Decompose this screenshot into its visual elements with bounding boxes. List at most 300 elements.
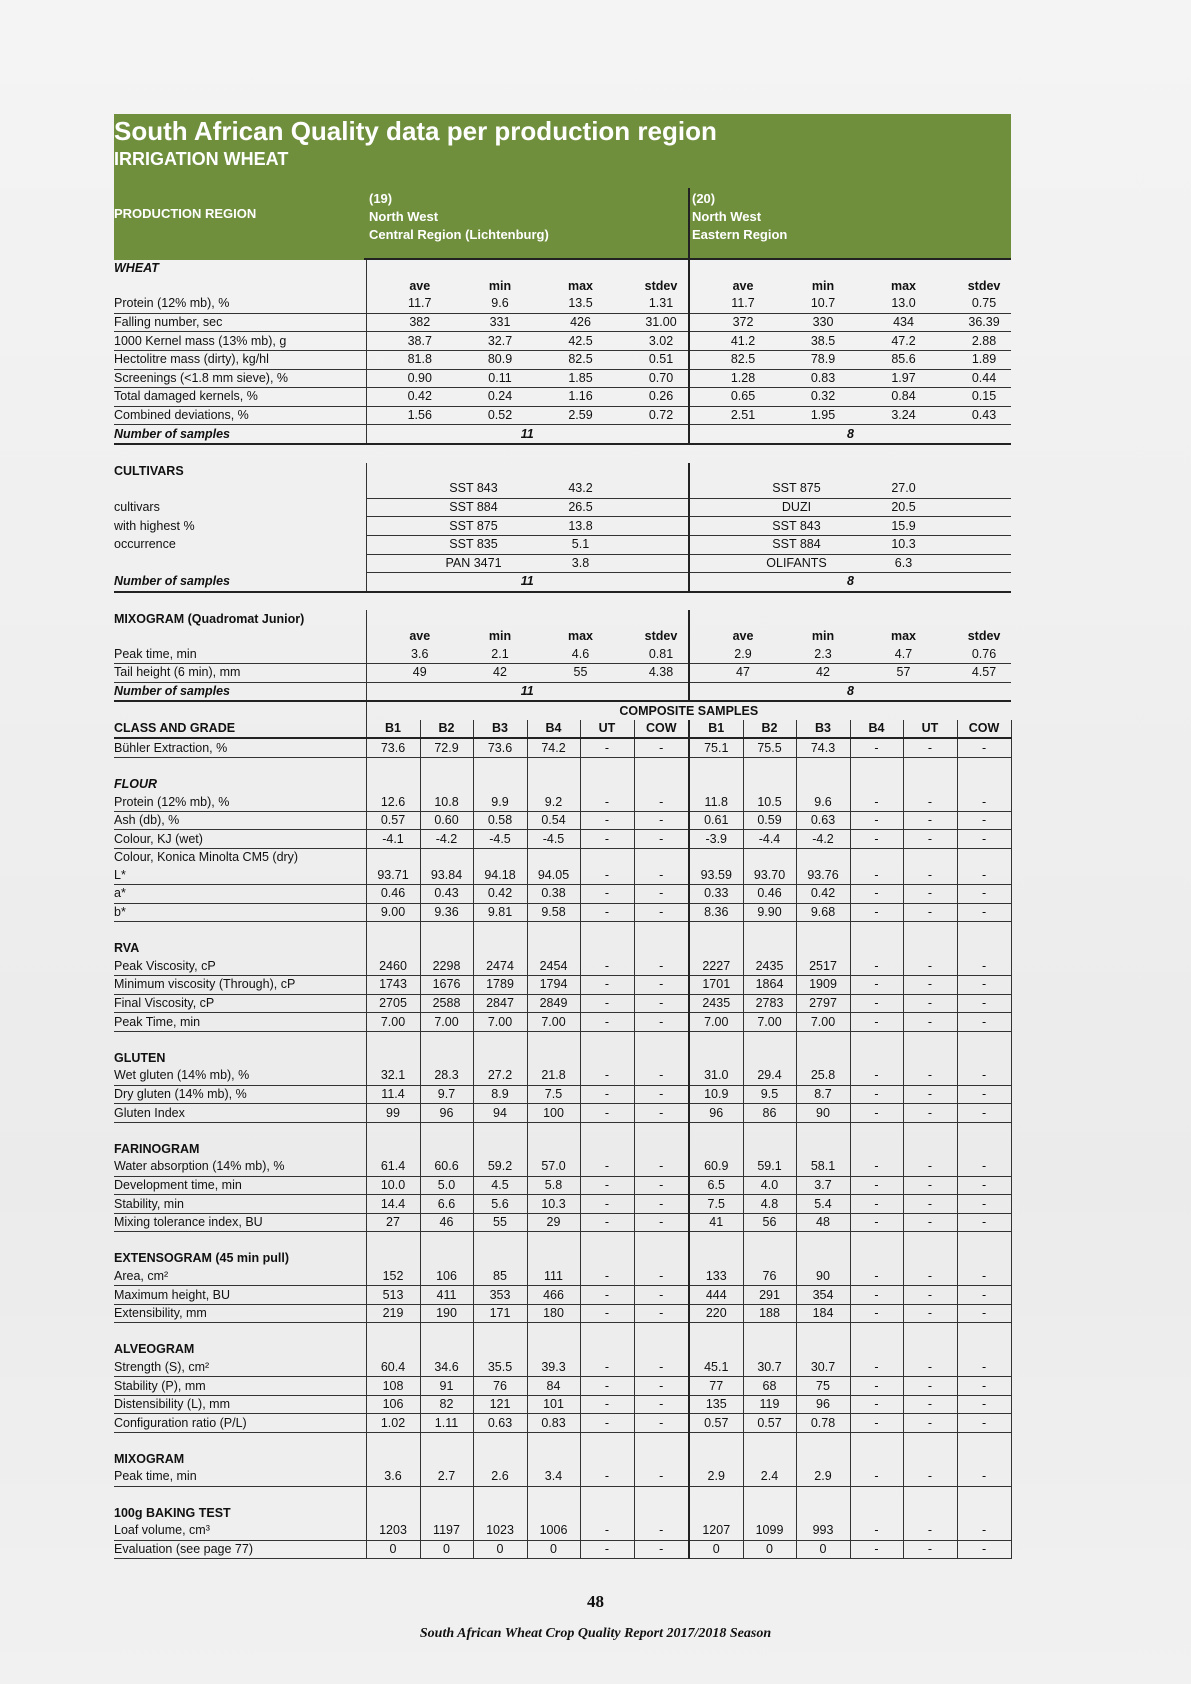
row-label: Bühler Extraction, % xyxy=(114,738,366,757)
region-province: North West xyxy=(369,209,439,224)
spacer xyxy=(796,1341,850,1359)
grade-value: 60.6 xyxy=(420,1158,473,1176)
stat-value: 1.85 xyxy=(527,369,634,388)
spacer xyxy=(473,1031,527,1049)
stat-value: 32.7 xyxy=(473,332,527,351)
cultivar-name: SST 835 xyxy=(420,535,527,554)
spacer-cell xyxy=(366,260,689,278)
grade-value: 0 xyxy=(527,1540,580,1559)
grade-value: - xyxy=(850,1522,903,1540)
cultivar-name: SST 875 xyxy=(420,517,527,536)
grade-value: - xyxy=(634,1176,689,1195)
grade-value: - xyxy=(957,1414,1011,1433)
grade-value: -4.2 xyxy=(796,830,850,849)
row-label: Screenings (<1.8 mm sieve), % xyxy=(114,369,366,388)
table-row xyxy=(114,940,1011,958)
grade-value: 82 xyxy=(420,1395,473,1414)
grade-value: - xyxy=(580,1468,634,1486)
spacer xyxy=(796,1486,850,1504)
quality-data-table xyxy=(114,260,1012,1559)
spacer xyxy=(366,1050,420,1068)
grade-value: - xyxy=(957,738,1011,757)
grade-value: - xyxy=(850,1085,903,1104)
spacer xyxy=(903,922,957,940)
grade-value: - xyxy=(957,1213,1011,1232)
row-label: Ash (db), % xyxy=(114,811,366,830)
cultivar-name: SST 884 xyxy=(743,535,850,554)
grade-value: 2.6 xyxy=(473,1468,527,1486)
pad-cell xyxy=(366,517,420,536)
section-title: RVA xyxy=(114,941,140,956)
table-row xyxy=(114,1304,1011,1323)
stat-value: 0.70 xyxy=(634,369,689,388)
grade-value: 0.60 xyxy=(420,811,473,830)
stat-value: 1.95 xyxy=(796,406,850,425)
spacer xyxy=(850,922,903,940)
spacer xyxy=(634,1050,689,1068)
grade-value: 60.4 xyxy=(366,1359,420,1377)
grade-value: 180 xyxy=(527,1304,580,1323)
cultivar-percent: 3.8 xyxy=(527,554,634,573)
row-label: Peak Viscosity, cP xyxy=(114,958,366,976)
stat-value: 2.51 xyxy=(689,406,796,425)
stat-value: 0.52 xyxy=(473,406,527,425)
section-title: MIXOGRAM (Quadromat Junior) xyxy=(114,611,305,626)
spacer xyxy=(850,1486,903,1504)
spacer xyxy=(903,940,957,958)
stat-value: 1.56 xyxy=(366,406,473,425)
grade-value: 135 xyxy=(689,1395,743,1414)
spacer xyxy=(957,1031,1011,1049)
stat-value: 0.42 xyxy=(366,388,473,407)
stat-value: 3.24 xyxy=(850,406,957,425)
grade-value: - xyxy=(634,958,689,976)
grade-value: 0 xyxy=(420,1540,473,1559)
grade-value: 99 xyxy=(366,1104,420,1123)
spacer xyxy=(957,922,1011,940)
stat-value: 0.24 xyxy=(473,388,527,407)
spacer xyxy=(903,1341,957,1359)
grade-value: 0.57 xyxy=(689,1414,743,1433)
spacer xyxy=(743,1451,796,1469)
stat-header-min: min xyxy=(811,278,835,293)
spacer xyxy=(580,922,634,940)
grade-value: 133 xyxy=(689,1268,743,1286)
spacer xyxy=(527,1451,580,1469)
spacer xyxy=(796,1504,850,1522)
section-title: WHEAT xyxy=(114,261,159,276)
cultivar-side-label xyxy=(114,480,366,498)
grade-value: 2.9 xyxy=(796,1468,850,1486)
grade-value: 93.59 xyxy=(689,867,743,885)
spacer-cell xyxy=(689,260,1011,278)
grade-value: - xyxy=(580,903,634,922)
stat-value: 331 xyxy=(473,313,527,332)
grade-value: - xyxy=(957,867,1011,885)
grade-value: 9.2 xyxy=(527,793,580,811)
row-label: Loaf volume, cm³ xyxy=(114,1522,366,1540)
grade-value: 31.0 xyxy=(689,1067,743,1085)
stat-value: 82.5 xyxy=(689,350,796,369)
spacer xyxy=(689,940,743,958)
stat-value: 1.31 xyxy=(634,295,689,313)
spacer xyxy=(366,1141,420,1159)
pad-cell xyxy=(634,498,689,517)
stat-value: 13.0 xyxy=(850,295,957,313)
grade-value: 75.1 xyxy=(689,738,743,757)
row-label: Maximum height, BU xyxy=(114,1286,366,1305)
spacer xyxy=(903,1050,957,1068)
table-row xyxy=(114,645,1011,663)
stat-value: 47.2 xyxy=(850,332,957,351)
stat-value: 1.16 xyxy=(527,388,634,407)
grade-value: -4.5 xyxy=(473,830,527,849)
grade-value: 1197 xyxy=(420,1522,473,1540)
grade-value xyxy=(743,849,796,867)
grade-value: 21.8 xyxy=(527,1067,580,1085)
grade-value: - xyxy=(580,1085,634,1104)
spacer xyxy=(420,1504,473,1522)
spacer xyxy=(473,776,527,794)
spacer xyxy=(850,1504,903,1522)
grade-value: - xyxy=(850,976,903,995)
row-label: Configuration ratio (P/L) xyxy=(114,1414,366,1433)
production-region-label: PRODUCTION REGION xyxy=(114,206,257,221)
grade-value: 0 xyxy=(473,1540,527,1559)
grade-value: - xyxy=(903,1414,957,1433)
grade-value: - xyxy=(957,1522,1011,1540)
samples-label: Number of samples xyxy=(114,425,366,444)
table-row xyxy=(114,517,1011,536)
grade-value: 14.4 xyxy=(366,1195,420,1214)
stat-value: 426 xyxy=(527,313,634,332)
grade-value: 0 xyxy=(689,1540,743,1559)
spacer xyxy=(903,1323,957,1341)
grade-value: 0.46 xyxy=(366,885,420,904)
spacer xyxy=(420,1486,473,1504)
table-row xyxy=(114,1067,1011,1085)
table-row xyxy=(114,1250,1011,1268)
stat-value: 4.6 xyxy=(527,645,634,663)
grade-value: - xyxy=(634,867,689,885)
spacer xyxy=(796,1050,850,1068)
grade-value: 106 xyxy=(420,1268,473,1286)
spacer xyxy=(420,1141,473,1159)
grade-value: - xyxy=(850,830,903,849)
grade-value: - xyxy=(850,811,903,830)
stat-value: 9.6 xyxy=(473,295,527,313)
grade-value: - xyxy=(957,1158,1011,1176)
cultivar-side-label xyxy=(114,554,366,573)
spacer xyxy=(689,1250,743,1268)
grade-header-b3: B3 xyxy=(796,720,850,739)
grade-value: - xyxy=(634,1085,689,1104)
grade-value: 444 xyxy=(689,1286,743,1305)
grade-value: 2588 xyxy=(420,994,473,1013)
spacer xyxy=(689,1031,743,1049)
grade-value: - xyxy=(903,994,957,1013)
spacer xyxy=(634,1122,689,1140)
grade-value: - xyxy=(850,1195,903,1214)
pad-cell xyxy=(634,535,689,554)
row-label: Final Viscosity, cP xyxy=(114,994,366,1013)
grade-value: -4.2 xyxy=(420,830,473,849)
stat-header-min: min xyxy=(488,278,512,293)
spacer xyxy=(796,776,850,794)
row-label: Total damaged kernels, % xyxy=(114,388,366,407)
spacer xyxy=(527,1250,580,1268)
stat-value: 0.32 xyxy=(796,388,850,407)
spacer xyxy=(420,1122,473,1140)
spacer xyxy=(366,1451,420,1469)
spacer xyxy=(527,1433,580,1451)
grade-value: 0.59 xyxy=(743,811,796,830)
page-subtitle: IRRIGATION WHEAT xyxy=(114,149,289,169)
grade-value: 3.6 xyxy=(366,1468,420,1486)
grade-value: 10.8 xyxy=(420,793,473,811)
table-row xyxy=(114,1141,1011,1159)
spacer xyxy=(527,1341,580,1359)
grade-value: 27.2 xyxy=(473,1067,527,1085)
spacer xyxy=(420,1323,473,1341)
grade-value: 100 xyxy=(527,1104,580,1123)
pad-cell xyxy=(366,554,420,573)
grade-value: - xyxy=(850,867,903,885)
grade-value: - xyxy=(957,1468,1011,1486)
row-label: Hectolitre mass (dirty), kg/hl xyxy=(114,350,366,369)
grade-value: 55 xyxy=(473,1213,527,1232)
spacer xyxy=(420,1451,473,1469)
spacer xyxy=(366,1504,420,1522)
cultivar-name: SST 843 xyxy=(743,517,850,536)
grade-value xyxy=(527,849,580,867)
table-row xyxy=(114,1050,1011,1068)
grade-header-b1: B1 xyxy=(366,720,420,739)
spacer xyxy=(580,1323,634,1341)
grade-value: - xyxy=(903,1104,957,1123)
stat-value: 2.59 xyxy=(527,406,634,425)
cultivar-percent: 5.1 xyxy=(527,535,634,554)
spacer xyxy=(527,1504,580,1522)
spacer xyxy=(796,1451,850,1469)
grade-value: 2460 xyxy=(366,958,420,976)
report-title-footer: South African Wheat Crop Quality Report 2017/2018 Season xyxy=(419,1626,772,1641)
spacer xyxy=(420,1250,473,1268)
spacer xyxy=(796,1122,850,1140)
spacer xyxy=(743,1323,796,1341)
table-row xyxy=(114,1504,1011,1522)
stat-value: 0.11 xyxy=(473,369,527,388)
spacer xyxy=(580,1232,634,1250)
spacer-cell xyxy=(689,610,1011,628)
grade-value: - xyxy=(903,885,957,904)
grade-header-b4: B4 xyxy=(850,720,903,739)
grade-value: - xyxy=(957,1176,1011,1195)
grade-value: 0.42 xyxy=(473,885,527,904)
table-row xyxy=(114,406,1011,425)
stat-value: 0.43 xyxy=(957,406,1011,425)
grade-value: 4.5 xyxy=(473,1176,527,1195)
row-label xyxy=(114,701,366,720)
grade-value: - xyxy=(957,830,1011,849)
table-row xyxy=(114,1433,1011,1451)
table-row xyxy=(114,1414,1011,1433)
spacer xyxy=(420,1031,473,1049)
grade-value xyxy=(634,849,689,867)
grade-value: 2.4 xyxy=(743,1468,796,1486)
grade-value: - xyxy=(634,738,689,757)
table-row xyxy=(114,903,1011,922)
spacer xyxy=(473,1433,527,1451)
grade-value: - xyxy=(580,1395,634,1414)
grade-value: 59.2 xyxy=(473,1158,527,1176)
grade-header-b3: B3 xyxy=(473,720,527,739)
stat-header-stdev: stdev xyxy=(644,629,678,644)
spacer xyxy=(689,1122,743,1140)
grade-value: 0.63 xyxy=(473,1414,527,1433)
grade-value: 48 xyxy=(796,1213,850,1232)
grade-value: 0.54 xyxy=(527,811,580,830)
spacer xyxy=(850,758,903,776)
section-title: MIXOGRAM xyxy=(114,1451,185,1466)
spacer xyxy=(366,1341,420,1359)
stat-value: 0.75 xyxy=(957,295,1011,313)
stat-value: 4.7 xyxy=(850,645,957,663)
grade-value: 9.90 xyxy=(743,903,796,922)
grade-value: 91 xyxy=(420,1377,473,1396)
grade-value: 2474 xyxy=(473,958,527,976)
spacer xyxy=(743,1232,796,1250)
grade-value: -4.4 xyxy=(743,830,796,849)
grade-value xyxy=(850,849,903,867)
spacer xyxy=(743,1031,796,1049)
grade-value: 9.5 xyxy=(743,1085,796,1104)
grade-value: 96 xyxy=(796,1395,850,1414)
spacer xyxy=(473,1341,527,1359)
grade-value: 77 xyxy=(689,1377,743,1396)
spacer xyxy=(957,1433,1011,1451)
grade-value: - xyxy=(580,738,634,757)
spacer xyxy=(796,1031,850,1049)
spacer xyxy=(366,1486,420,1504)
grade-value: 353 xyxy=(473,1286,527,1305)
grade-value: - xyxy=(580,1304,634,1323)
grade-value: - xyxy=(903,1213,957,1232)
spacer xyxy=(473,1250,527,1268)
spacer xyxy=(420,1232,473,1250)
samples-label: Number of samples xyxy=(114,682,366,701)
grade-value: - xyxy=(580,1540,634,1559)
grade-value: - xyxy=(634,793,689,811)
spacer xyxy=(580,1486,634,1504)
grade-value: 220 xyxy=(689,1304,743,1323)
grade-value: 2705 xyxy=(366,994,420,1013)
spacer xyxy=(796,1433,850,1451)
grade-value: - xyxy=(957,1540,1011,1559)
grade-value: 0.57 xyxy=(743,1414,796,1433)
grade-value: 0 xyxy=(796,1540,850,1559)
grade-value: 152 xyxy=(366,1268,420,1286)
grade-value: - xyxy=(850,1359,903,1377)
spacer xyxy=(114,444,1011,463)
grade-value: 46 xyxy=(420,1213,473,1232)
grade-value: - xyxy=(903,903,957,922)
row-label: 1000 Kernel mass (13% mb), g xyxy=(114,332,366,351)
grade-value: 93.70 xyxy=(743,867,796,885)
grade-value: 74.3 xyxy=(796,738,850,757)
grade-value: - xyxy=(957,1304,1011,1323)
stat-value: 2.88 xyxy=(957,332,1011,351)
stat-header-ave: ave xyxy=(689,628,796,646)
grade-value xyxy=(473,849,527,867)
pad-cell xyxy=(689,554,743,573)
grade-value: - xyxy=(850,1013,903,1032)
grade-value: 90 xyxy=(796,1268,850,1286)
grade-value: 0.58 xyxy=(473,811,527,830)
grade-value: - xyxy=(903,1540,957,1559)
grade-value: - xyxy=(634,1395,689,1414)
grade-value: 93.84 xyxy=(420,867,473,885)
grade-value: - xyxy=(580,994,634,1013)
table-row xyxy=(114,1341,1011,1359)
spacer xyxy=(114,1031,366,1049)
grade-value: - xyxy=(957,994,1011,1013)
spacer xyxy=(903,1141,957,1159)
spacer xyxy=(903,1451,957,1469)
grade-header-ut: UT xyxy=(903,720,957,739)
stat-value: 0.26 xyxy=(634,388,689,407)
grade-value: - xyxy=(580,811,634,830)
stat-value: 3.02 xyxy=(634,332,689,351)
table-row xyxy=(114,976,1011,995)
grade-value: - xyxy=(850,1176,903,1195)
grade-value xyxy=(689,849,743,867)
grade-value: 9.9 xyxy=(473,793,527,811)
stat-value: 330 xyxy=(796,313,850,332)
spacer xyxy=(957,1451,1011,1469)
pad-cell xyxy=(634,517,689,536)
stat-header-ave: ave xyxy=(689,278,796,296)
row-label: Evaluation (see page 77) xyxy=(114,1540,366,1559)
grade-value: 411 xyxy=(420,1286,473,1305)
grade-value: 0.83 xyxy=(527,1414,580,1433)
grade-value: - xyxy=(850,793,903,811)
grade-value: 0 xyxy=(366,1540,420,1559)
grade-value: 2849 xyxy=(527,994,580,1013)
stat-value: 36.39 xyxy=(957,313,1011,332)
grade-value xyxy=(580,849,634,867)
grade-value: - xyxy=(634,1540,689,1559)
grade-value: - xyxy=(634,885,689,904)
table-row xyxy=(114,295,1011,313)
stat-header-ave: ave xyxy=(366,628,473,646)
stat-header-min: min xyxy=(811,629,835,644)
spacer xyxy=(366,922,420,940)
grade-value: - xyxy=(850,1377,903,1396)
table-row xyxy=(114,1377,1011,1396)
cultivar-side-label: occurrence xyxy=(114,537,176,552)
row-label: Protein (12% mb), % xyxy=(114,295,366,313)
spacer xyxy=(114,1486,366,1504)
grade-value: - xyxy=(580,867,634,885)
grade-header-b4: B4 xyxy=(527,720,580,739)
grade-value: - xyxy=(903,1085,957,1104)
stat-value: 2.1 xyxy=(473,645,527,663)
grade-value: 7.00 xyxy=(689,1013,743,1032)
cultivar-name: SST 875 xyxy=(743,480,850,498)
grade-value: 2517 xyxy=(796,958,850,976)
table-row xyxy=(114,664,1011,683)
